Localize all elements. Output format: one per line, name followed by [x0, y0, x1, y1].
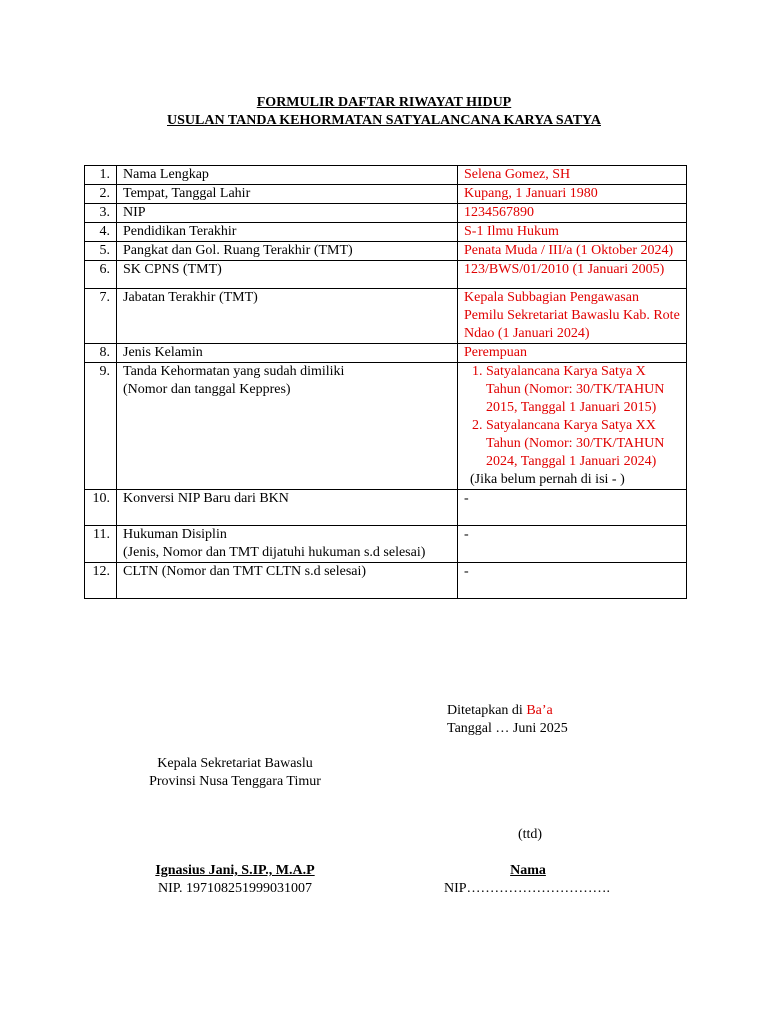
table-row — [85, 344, 687, 363]
place-line — [447, 702, 553, 720]
table-row — [85, 289, 687, 344]
row-number: 10. — [85, 490, 117, 526]
table-row — [85, 490, 687, 526]
row-label-main: Tanda Kehormatan yang sudah dimiliki — [123, 364, 345, 379]
table-row — [85, 261, 687, 289]
row-number: 11. — [85, 526, 117, 563]
row-number: 8. — [85, 344, 117, 363]
row-label-sub: (Jenis, Nomor dan TMT dijatuhi hukuman s.d selesai) — [123, 545, 426, 560]
award-item: 2. Satyalancana Karya Satya XX Tahun (Nomor: 30/TK/TAHUN 2024, Tanggal 1 Januari 2024) — [486, 417, 680, 471]
row-label-sub: (Nomor dan tanggal Keppres) — [123, 382, 291, 397]
row-label: Jabatan Terakhir (TMT) — [117, 289, 458, 344]
row-number: 6. — [85, 261, 117, 289]
signer-nip: NIP. 197108251999031007 — [157, 881, 312, 896]
award-item: 1. Satyalancana Karya Satya X Tahun (Nomor: 30/TK/TAHUN 2015, Tanggal 1 Januari 2015) — [486, 363, 680, 417]
row-value: Kepala Subbagian Pengawasan Pemilu Sekretariat Bawaslu Kab. Rote Ndao (1 Januari 2024) — [458, 289, 687, 344]
table-row — [85, 185, 687, 204]
place-prefix: Ditetapkan di — [447, 703, 527, 718]
applicant-nip: NIP…………………………. — [444, 881, 611, 896]
row-value: 1234567890 — [458, 204, 687, 223]
row-value: Penata Muda / III/a (1 Oktober 2024) — [458, 242, 687, 261]
table-row — [85, 242, 687, 261]
row-label: NIP — [117, 204, 458, 223]
table-row — [85, 166, 687, 185]
table-row — [85, 223, 687, 242]
row-value: - — [458, 526, 687, 563]
row-number: 1. — [85, 166, 117, 185]
row-value: - — [458, 490, 687, 526]
row-value: Selena Gomez, SH — [458, 166, 687, 185]
document-title: FORMULIR DAFTAR RIWAYAT HIDUP — [256, 95, 512, 110]
ttd-label: (ttd) — [517, 827, 543, 842]
row-value — [458, 363, 687, 490]
row-label: Tempat, Tanggal Lahir — [117, 185, 458, 204]
row-label: Konversi NIP Baru dari BKN — [117, 490, 458, 526]
row-label: Nama Lengkap — [117, 166, 458, 185]
table-row — [85, 526, 687, 563]
row-number: 12. — [85, 563, 117, 599]
row-number: 9. — [85, 363, 117, 490]
row-label-main: Hukuman Disiplin — [123, 527, 227, 542]
row-value: Kupang, 1 Januari 1980 — [458, 185, 687, 204]
row-number: 4. — [85, 223, 117, 242]
row-value: - — [458, 563, 687, 599]
row-label: Pendidikan Terakhir — [117, 223, 458, 242]
row-label — [117, 526, 458, 563]
biodata-table — [84, 165, 687, 599]
table-row — [85, 363, 687, 490]
row-number: 7. — [85, 289, 117, 344]
row-number: 2. — [85, 185, 117, 204]
row-number: 3. — [85, 204, 117, 223]
row-label: Jenis Kelamin — [117, 344, 458, 363]
row-number: 5. — [85, 242, 117, 261]
row-value: 123/BWS/01/2010 (1 Januari 2005) — [458, 261, 687, 289]
fill-note: (Jika belum pernah di isi - ) — [470, 472, 625, 487]
signer-name: Ignasius Jani, S.IP., M.A.P — [155, 863, 315, 878]
row-label: SK CPNS (TMT) — [117, 261, 458, 289]
row-value: Perempuan — [458, 344, 687, 363]
signer-title-line1: Kepala Sekretariat Bawaslu — [157, 756, 313, 771]
applicant-name: Nama — [510, 863, 546, 878]
row-label — [117, 363, 458, 490]
date-line: Tanggal … Juni 2025 — [447, 721, 568, 736]
table-row — [85, 204, 687, 223]
row-label: Pangkat dan Gol. Ruang Terakhir (TMT) — [117, 242, 458, 261]
document-subtitle: USULAN TANDA KEHORMATAN SATYALANCANA KARYA SATYA — [167, 113, 601, 128]
table-row — [85, 563, 687, 599]
place-name: Ba’a — [526, 703, 553, 718]
signer-title-line2: Provinsi Nusa Tenggara Timur — [149, 774, 321, 789]
row-value: S-1 Ilmu Hukum — [458, 223, 687, 242]
row-label: CLTN (Nomor dan TMT CLTN s.d selesai) — [117, 563, 458, 599]
awards-list — [458, 363, 680, 471]
